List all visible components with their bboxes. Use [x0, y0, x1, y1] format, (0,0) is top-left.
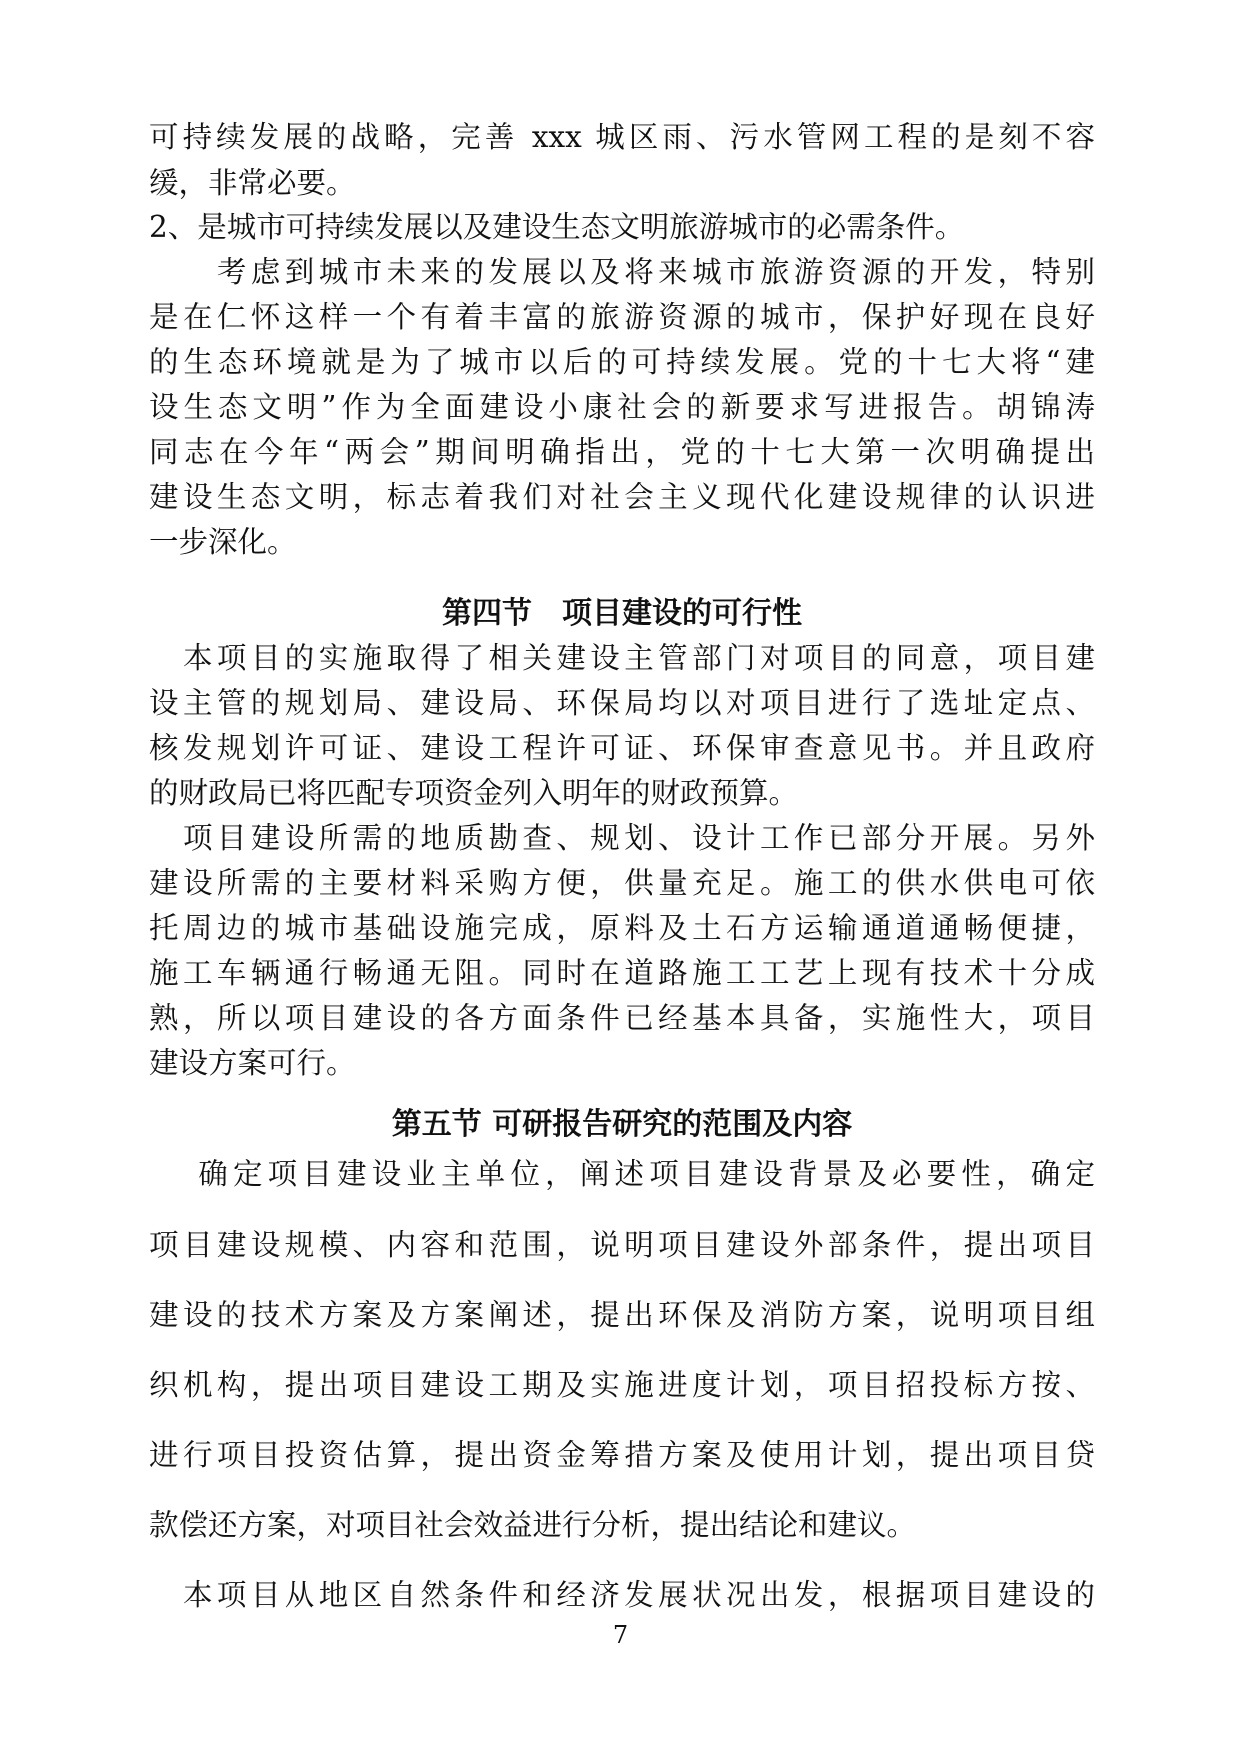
body-line: 织机构，提出项目建设工期及实施进度计划，项目招投标方按、: [149, 1368, 1095, 1402]
body-line: 缓，非常必要。: [149, 166, 356, 200]
body-line: 托周边的城市基础设施完成，原料及土石方运输通道通畅便捷，: [149, 911, 1095, 945]
body-line: 款偿还方案，对项目社会效益进行分析，提出结论和建议。: [149, 1508, 917, 1542]
body-line: 进行项目投资估算，提出资金筹措方案及使用计划，提出项目贷: [149, 1438, 1095, 1472]
body-line: 建设所需的主要材料采购方便，供量充足。施工的供水供电可依: [149, 866, 1095, 900]
body-line: 一步深化。: [149, 525, 297, 559]
body-line: 项目建设所需的地质勘查、规划、设计工作已部分开展。另外: [149, 821, 1095, 855]
body-line: 是在仁怀这样一个有着丰富的旅游资源的城市，保护好现在良好: [149, 300, 1095, 334]
body-line: 熟，所以项目建设的各方面条件已经基本具备，实施性大，项目: [149, 1001, 1095, 1035]
body-line: 施工车辆通行畅通无阻。同时在道路施工工艺上现有技术十分成: [149, 956, 1095, 990]
body-line: 可持续发展的战略，完善 xxx 城区雨、污水管网工程的是刻不容: [149, 120, 1095, 154]
body-line: 建设生态文明，标志着我们对社会主义现代化建设规律的认识进: [149, 480, 1095, 514]
body-line: 核发规划许可证、建设工程许可证、环保审查意见书。并且政府: [149, 731, 1095, 765]
page-number: 7: [612, 1621, 629, 1649]
body-line: 建设的技术方案及方案阐述，提出环保及消防方案，说明项目组: [149, 1298, 1095, 1332]
section-heading: 第四节 项目建设的可行性: [442, 596, 802, 631]
body-line: 考虑到城市未来的发展以及将来城市旅游资源的开发，特别: [149, 255, 1095, 289]
point-title: 2、是城市可持续发展以及建设生态文明旅游城市的必需条件。: [149, 210, 965, 244]
body-line: 同志在今年“两会”期间明确指出，党的十七大第一次明确提出: [149, 435, 1095, 469]
body-line: 项目建设规模、内容和范围，说明项目建设外部条件，提出项目: [149, 1228, 1095, 1262]
body-line: 设主管的规划局、建设局、环保局均以对项目进行了选址定点、: [149, 686, 1095, 720]
body-line: 确定项目建设业主单位，阐述项目建设背景及必要性，确定: [149, 1157, 1095, 1191]
body-line: 建设方案可行。: [149, 1046, 356, 1080]
body-line: 的财政局已将匹配专项资金列入明年的财政预算。: [149, 776, 799, 810]
body-line: 本项目从地区自然条件和经济发展状况出发，根据项目建设的: [149, 1578, 1095, 1612]
section-heading: 第五节 可研报告研究的范围及内容: [391, 1107, 853, 1142]
body-line: 设生态文明”作为全面建设小康社会的新要求写进报告。胡锦涛: [149, 390, 1095, 424]
body-line: 本项目的实施取得了相关建设主管部门对项目的同意，项目建: [149, 641, 1095, 675]
body-line: 的生态环境就是为了城市以后的可持续发展。党的十七大将“建: [149, 345, 1095, 379]
